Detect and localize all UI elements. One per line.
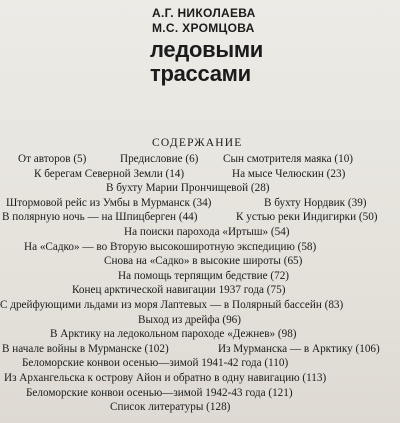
toc-entry: В бухту Марии Прончищевой (28) — [106, 182, 270, 195]
toc-line — [0, 152, 400, 167]
toc-line — [0, 371, 400, 386]
toc-entry: Сын смотрителя маяка (10) — [223, 153, 354, 165]
toc-entry: К берегам Северной Земли (14) — [34, 167, 185, 180]
toc-entry: Штормовой рейс из Умбы в Мурманск (34) — [6, 196, 212, 209]
toc-entry: В бухту Нордвик (39) — [264, 196, 367, 209]
toc-entry: На мысе Челюскин (23) — [232, 167, 346, 180]
toc-entry: Конец арктической навигации 1937 года (75) — [72, 284, 286, 297]
toc-entry: В Арктику на ледокольном пароходе «Дежнев» (98) — [50, 328, 297, 341]
toc-entry: На «Садко» — во Вторую высокоширотную экспедицию (58) — [24, 240, 317, 253]
toc-line — [0, 181, 400, 196]
book-title-line: трассами — [150, 61, 251, 86]
toc-line — [0, 254, 400, 269]
toc-line — [0, 196, 400, 211]
toc-line — [0, 327, 400, 342]
toc-line — [0, 225, 400, 240]
toc-line — [0, 298, 400, 313]
toc-line — [0, 167, 400, 182]
toc-line — [0, 386, 400, 401]
toc-entry: К устью реки Индигирки (50) — [236, 211, 378, 224]
toc-entry: Список литературы (128) — [110, 401, 231, 414]
toc-line — [0, 283, 400, 298]
toc-entry: С дрейфующими льдами из моря Лаптевых — в Полярный бассейн (83) — [0, 298, 344, 311]
toc-line — [0, 210, 400, 225]
toc-entry: В полярную ночь — на Шпицберген (44) — [2, 211, 198, 224]
toc-entry: Снова на «Садко» в высокие широты (65) — [104, 255, 303, 268]
table-of-contents — [0, 152, 400, 415]
book-title-line: ледовыми — [150, 37, 264, 62]
toc-entry: Из Мурманска — в Арктику (106) — [218, 342, 380, 355]
toc-line — [0, 400, 400, 415]
toc-entry: Выход из дрейфа (96) — [138, 313, 241, 326]
toc-entry: Из Архангельска к острову Айон и обратно в одну навигацию (113) — [4, 371, 327, 384]
toc-entry: На поиски парохода «Иртыш» (54) — [124, 225, 290, 238]
toc-entry: Предисловие (6) — [120, 153, 199, 165]
author-name: А.Г. НИКОЛАЕВА — [152, 6, 256, 20]
toc-entry: В начале войны в Мурманске (102) — [2, 342, 169, 355]
author-name: М.С. ХРОМЦОВА — [152, 21, 255, 35]
toc-line — [0, 240, 400, 255]
toc-line — [0, 356, 400, 371]
toc-line — [0, 313, 400, 328]
toc-line — [0, 269, 400, 284]
toc-line — [0, 342, 400, 357]
toc-entry: От авторов (5) — [18, 153, 87, 165]
book-authors — [152, 6, 256, 36]
toc-entry: Беломорские конвои осенью—зимой 1942-43 года (121) — [26, 386, 293, 399]
toc-entry: Беломорские конвои осенью—зимой 1941-42 года (110) — [22, 357, 289, 370]
toc-entry: На помощь терпящим бедствие (72) — [118, 269, 290, 282]
book-title — [150, 38, 263, 86]
contents-heading: СОДЕРЖАНИЕ — [152, 137, 243, 149]
